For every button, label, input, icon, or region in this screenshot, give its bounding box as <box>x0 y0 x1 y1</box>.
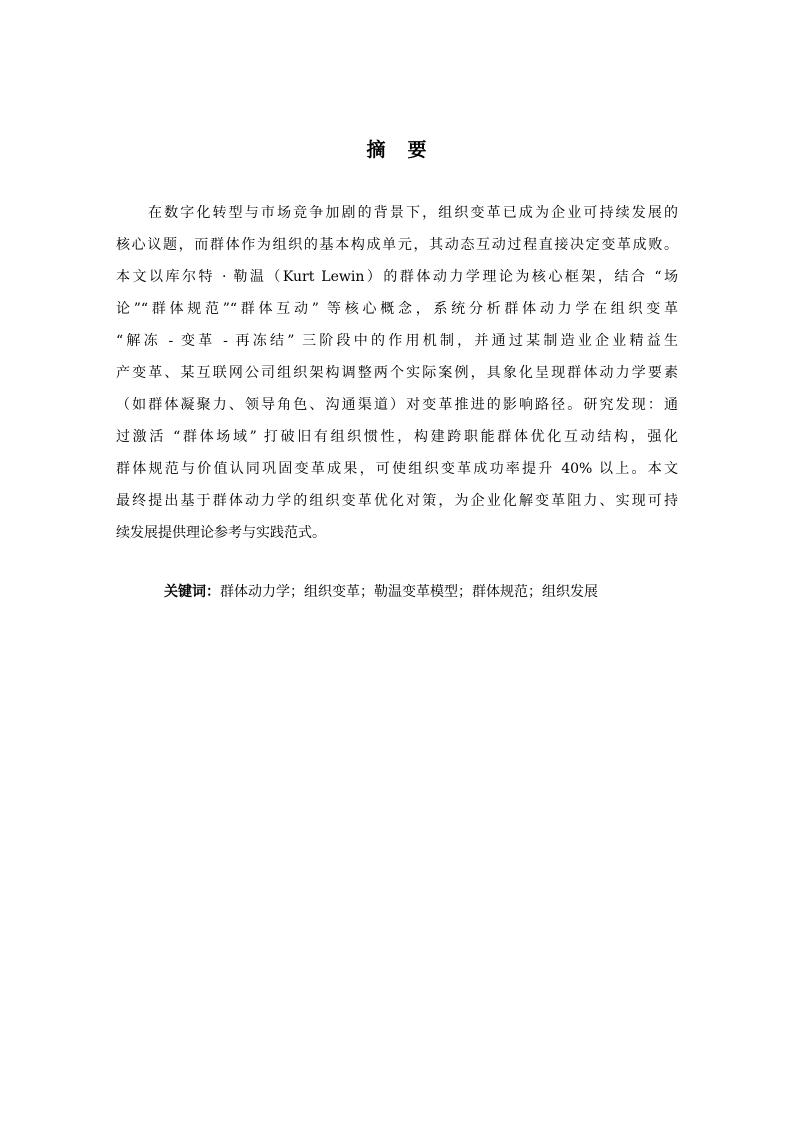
abstract-line: 在数字化转型与市场竞争加剧的背景下，组织变革已成为企业可持续发展的 <box>148 205 678 221</box>
abstract-line: 论”“群体规范”“群体互动” 等核心概念，系统分析群体动力学在组织变革 <box>116 301 678 317</box>
abstract-line: 续发展提供理论参考与实践范式。 <box>116 525 326 541</box>
heading-char-2: 要 <box>407 139 427 161</box>
keywords-line <box>164 578 598 606</box>
keywords-text: 群体动力学；组织变革；勒温变革模型；群体规范；组织发展 <box>220 584 598 600</box>
abstract-body <box>116 197 678 549</box>
heading-char-1: 摘 <box>366 139 386 161</box>
abstract-line: 过激活 “群体场域” 打破旧有组织惯性，构建跨职能群体优化互动结构，强化 <box>116 429 678 445</box>
abstract-line: 最终提出基于群体动力学的组织变革优化对策，为企业化解变革阻力、实现可持 <box>116 493 678 509</box>
abstract-line: “解冻 - 变革 - 再冻结” 三阶段中的作用机制，并通过某制造业企业精益生 <box>116 333 678 349</box>
keywords-label: 关键词： <box>164 584 220 600</box>
abstract-line: 核心议题，而群体作为组织的基本构成单元，其动态互动过程直接决定变革成败。 <box>116 237 678 253</box>
abstract-line: 产变革、某互联网公司组织架构调整两个实际案例，具象化呈现群体动力学要素 <box>116 365 678 381</box>
abstract-heading <box>0 137 793 163</box>
abstract-line: （如群体凝聚力、领导角色、沟通渠道）对变革推进的影响路径。研究发现：通 <box>116 397 678 413</box>
abstract-line: 本文以库尔特 · 勒温（Kurt Lewin）的群体动力学理论为核心框架，结合 “场 <box>116 269 678 285</box>
abstract-line: 群体规范与价值认同巩固变革成果，可使组织变革成功率提升 40% 以上。本文 <box>116 461 678 477</box>
